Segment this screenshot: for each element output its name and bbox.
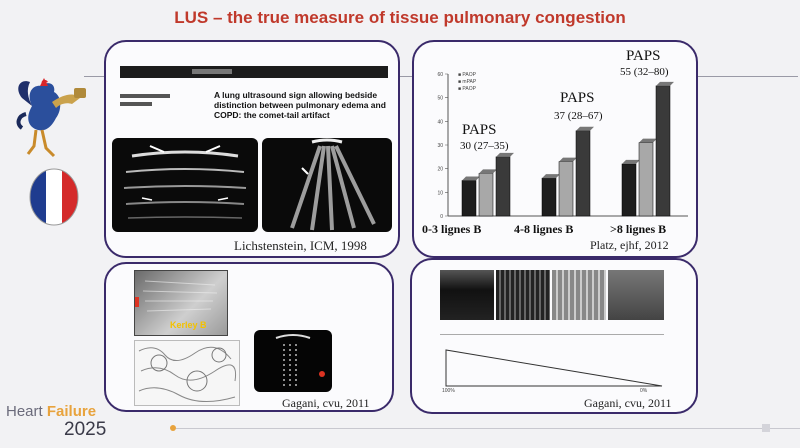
bar-top-face [496,153,514,157]
bar [656,86,670,216]
heart-failure-logo [6,404,106,440]
paper-title: A lung ultrasound sign allowing bedside distinction between pulmonary edema and COPD: the comet-tail artifact [214,90,386,120]
bar-top-face [542,174,560,178]
bar [639,143,653,216]
panel-platz-chart [412,40,698,258]
divider-line-right [698,76,798,77]
bar [496,157,510,216]
bar [462,181,476,217]
rooster-icon [12,76,94,164]
footer-rule [176,428,800,429]
y-tick-label: 60 [437,72,443,78]
france-flag-icon [26,166,82,228]
caption-gagani-right: Gagani, cvu, 2011 [584,396,672,410]
brand-year: 2025 [64,419,107,440]
ultrasound-strip-2 [496,270,550,320]
panel-lichtenstein [104,40,400,258]
panel-gagani-right [410,258,698,414]
ultrasound-strip-1 [440,270,494,320]
category-label-2: 4-8 lignes B [514,222,574,236]
paps-title-2: PAPS [560,90,595,106]
paps-range-1: 30 (27–35) [460,140,509,152]
ultrasound-strip-4 [608,270,664,320]
percent-start-label: 100% [442,388,455,394]
paper-authors-2 [120,102,152,106]
category-label-3: >8 lignes B [610,222,667,236]
bar-top-face [622,160,640,164]
footer-mark [762,424,770,432]
strip-labels [440,334,664,339]
y-tick-label: 10 [437,190,443,197]
y-tick-label: 40 [437,119,443,126]
paps-title-1: PAPS [462,122,497,138]
chart-legend: ■ PAOP ■ mPAP ■ PAOP [458,72,477,92]
kerley-b-label: Kerley B [170,320,207,330]
footer-dot [170,425,176,431]
ultrasound-image-left [112,138,258,232]
bar [479,173,493,216]
bar [622,164,636,216]
bar-top-face [576,127,594,131]
bar-top-face [656,82,674,86]
caption-lichtenstein: Lichstenstein, ICM, 1998 [234,238,367,253]
ultrasound-b-lines-image [254,330,332,392]
slide-title: LUS – the true measure of tissue pulmonary congestion [174,8,626,27]
y-tick-label: 50 [437,95,443,102]
ultrasound-strip-3 [552,270,606,320]
bar [542,178,556,216]
brand-word-failure: Failure [46,403,97,420]
paps-range-3: 55 (32–80) [620,66,669,78]
panel-gagani-left [104,262,394,412]
paper-header [116,58,236,64]
y-tick-label: 20 [437,166,443,173]
bar-top-face [462,177,480,181]
bar [576,131,590,216]
brand-word-heart: Heart [6,403,43,420]
paper-banner [120,66,388,78]
caption-gagani-left: Gagani, cvu, 2011 [282,396,370,410]
y-tick-label: 0 [440,214,443,220]
ultrasound-image-right [262,138,392,232]
caption-platz: Platz, ejhf, 2012 [590,238,669,252]
paps-range-2: 37 (28–67) [554,110,603,122]
bar [559,162,573,216]
percent-end-label: 0% [640,388,648,394]
bar-top-face [559,158,577,162]
category-label-1: 0-3 lignes B [422,222,482,236]
y-tick-label: 30 [437,143,443,149]
bar-top-face [479,169,497,173]
paper-authors [120,94,170,98]
air-gradient-triangle [440,346,672,394]
bar-top-face [639,139,657,143]
paps-title-3: PAPS [626,48,661,64]
histology-image [134,340,240,406]
